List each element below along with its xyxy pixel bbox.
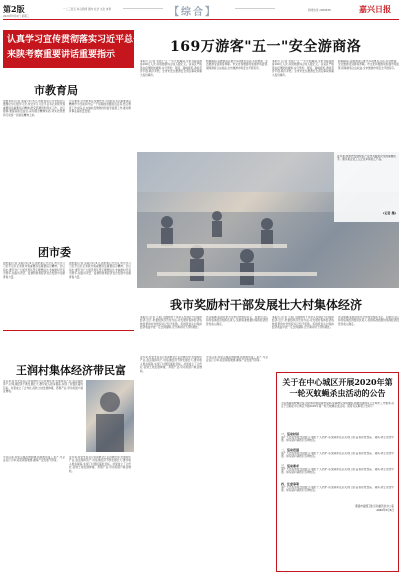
lead-text: 假期期间,各旅游景区推出多项惠民活动,乡村旅游、生态旅游受到游客青睐。市文化和旅游局加强市场监管,保障游客合法权益,全市旅游市场安全平稳有序。	[206, 60, 268, 70]
portrait-photo	[86, 380, 134, 452]
column-text: 近年来,村党支部书记带领群众立足资源优势,发展特色产业,盘活集体资产,村集体经济不断发展壮大,群众收入稳步提高,实现了村强民富的目标。村里成立了合作社,流转土地发展种植、养殖产业,带动贫困户就业增收。	[3, 380, 83, 394]
lead-text: 假期期间,各旅游景区推出多项惠民活动,乡村旅游、生态旅游受到游客青睐。市文化和旅游局加强市场监管,保障游客合法权益,全市旅游市场安全平稳有序。	[338, 60, 399, 70]
column-headline: 王润村集体经济带民富	[16, 364, 126, 377]
notice-intro: 为有效降低蚊蝇密度,预防和控制虫媒传染病,保障群众身体健康,根据创建国家卫生城市工作要求,决定于近期在中心城区开展2020年第一轮灭蚊蝇杀虫活动。现将有关事项公告如下:	[281, 402, 394, 409]
notice-text: 请广大市民积极支持配合,做好个人防护,杀虫期间注意关闭门窗,妥善存放食品、餐具,防止误食中毒。如有疑问请拨打咨询电话。	[281, 452, 394, 459]
person-image	[86, 380, 134, 452]
issue-date: 2020年5月6日 星期三	[3, 15, 30, 18]
photo-credit: (记者 摄)	[383, 211, 396, 215]
notice-title: 关于在中心城区开展2020年第一轮灭蚊蝇杀虫活动的公告	[282, 377, 393, 398]
column-text: 今年以来,村里克服疫情影响,积极组织复工复产,与企业签订订单,拓宽销售渠道,确保产业发展不停步。	[3, 456, 65, 463]
notice-box	[276, 372, 399, 572]
banner-line-1: 认真学习宣传贯彻落实习近平总书记	[7, 35, 152, 45]
story2-headline: 我市奖励村干部发展壮大村集体经济	[170, 298, 363, 312]
notice-signature: 商洛市爱国卫生运动委员会办公室	[355, 505, 394, 508]
rule-left	[123, 8, 163, 9]
contact-line: 新闻热线 2068838	[308, 9, 331, 12]
lead-text: 本报讯 (记者 吴晨) "五一"小长假期间,全市共接待游客169万人次,实现旅游综合收入数亿元。各景区严格落实疫情防控措施,实行预约、限流、错峰游览,游客量价平稳,秩序井然。全市未发生旅游安全责任事故和重大投诉事件。	[272, 60, 334, 77]
notice-item: 四、注意事项	[281, 482, 300, 486]
article-text: 今年以来,村里克服疫情影响,积极组织复工复产,与企业签订订单,拓宽销售渠道,确保产业发展不停步。	[206, 356, 268, 363]
lead-headline: 169万游客"五一"安全游商洛	[170, 39, 362, 55]
notice-text: 请广大市民积极支持配合,做好个人防护,杀虫期间注意关闭门窗,妥善存放食品、餐具,防止误食中毒。如有疑问请拨打咨询电话。	[281, 468, 394, 475]
article-text: 市教育局(记者 周锐) 5月5日,市教育局召开党组会议暨理论中心组学习会,传达学习习近平总书记来陕考察重要讲话重要指示精神,研究部署贯彻落实工作。会议强调,要提高政治站位,深刻领会精神实质,切实把思想和行动统一到讲话精神上来。	[3, 100, 65, 117]
section-title: 【综合】	[169, 7, 217, 18]
page-number: 第2版	[3, 4, 25, 14]
rule-right	[235, 8, 275, 9]
article-text: 团市委(记者 张颖) 5月4日,团市委召开会议,传达学习习近平总书记来陕考察重要讲话重要指示精神。会议指出,要引导广大团员青年坚定理想信念,争做新时代有为青年,在脱贫攻坚、疫情防控和经济社会发展中贡献青春力量。	[3, 262, 65, 279]
article-text: 会议要求,全市教育系统要把学习贯彻总书记重要讲话精神作为当前和今后一个时期的首要政治任务,结合教育工作实际,扎实做好疫情防控和复学复课工作,推动教育事业高质量发展。	[69, 100, 131, 114]
subhead-youth-league: 团市委	[38, 246, 71, 259]
nav-strip: 一二三四五 综合新闻 国内 社会 文化 体育	[63, 8, 112, 11]
story2-text: 办法明确,奖励对象为全市村党组织书记、村委会主任和村集体经济组织负责人,奖励标准根据村集体经济经营性收入确定。	[206, 316, 268, 326]
photo-caption: 近年来,我市把发展特色产业作为脱贫攻坚的重要抓手。图为某企业工人正在车间加工产品。	[337, 155, 396, 162]
notice-text: 请广大市民积极支持配合,做好个人防护,杀虫期间注意关闭门窗,妥善存放食品、餐具,防止误食中毒。如有疑问请拨打咨询电话。	[281, 486, 394, 493]
paper-logo: 嘉兴日报	[359, 4, 391, 14]
article-text: 近年来,村党支部书记带领群众立足资源优势,发展特色产业,盘活集体资产,村集体经济不断发展壮大,群众收入稳步提高,实现了村强民富的目标。村里成立了合作社,流转土地发展种植、养殖产业,带动贫困户就业增收。	[140, 356, 202, 373]
story2-text: 办法明确,奖励对象为全市村党组织书记、村委会主任和村集体经济组织负责人,奖励标准根据村集体经济经营性收入确定。	[338, 316, 399, 326]
section-rule	[3, 330, 134, 331]
story2-text: 本报讯 (记者 王莉) 为鼓励村干部带头发展壮大村集体经济,近日,市委组织部出台办法,对发展村集体经济成效显著的村党组织书记给予奖励。奖励资金从村集体经济收益中按一定比例提取,充分调动村干部积极性。	[140, 316, 202, 330]
subhead-education-bureau: 市教育局	[34, 84, 78, 97]
photo-caption-box	[334, 152, 399, 222]
banner-line-2: 来陕考察重要讲话重要指示	[7, 50, 116, 60]
column-text: 近年来,村党支部书记带领群众立足资源优势,发展特色产业,盘活集体资产,村集体经济不断发展壮大,群众收入稳步提高,实现了村强民富的目标。村里成立了合作社,流转土地发展种植、养殖产业,带动贫困户就业增收。	[69, 456, 131, 473]
notice-item: 三、活动要求	[281, 464, 300, 468]
notice-date: 2020年5月6日	[376, 509, 394, 512]
notice-item: 一、活动时间	[281, 432, 300, 436]
notice-item: 二、活动范围	[281, 448, 300, 452]
story2-text: 本报讯 (记者 王莉) 为鼓励村干部带头发展壮大村集体经济,近日,市委组织部出台办法,对发展村集体经济成效显著的村党组织书记给予奖励。奖励资金从村集体经济收益中按一定比例提取,充分调动村干部积极性。	[272, 316, 334, 330]
lead-text: 本报讯 (记者 吴晨) "五一"小长假期间,全市共接待游客169万人次,实现旅游综合收入数亿元。各景区严格落实疫情防控措施,实行预约、限流、错峰游览,游客量价平稳,秩序井然。全市未发生旅游安全责任事故和重大投诉事件。	[140, 60, 202, 77]
notice-text: 请广大市民积极支持配合,做好个人防护,杀虫期间注意关闭门窗,妥善存放食品、餐具,防止误食中毒。如有疑问请拨打咨询电话。	[281, 436, 394, 443]
masthead	[3, 3, 399, 20]
article-text: 团市委(记者 张颖) 5月4日,团市委召开会议,传达学习习近平总书记来陕考察重要讲话重要指示精神。会议指出,要引导广大团员青年坚定理想信念,争做新时代有为青年,在脱贫攻坚、疫情防控和经济社会发展中贡献青春力量。	[69, 262, 131, 279]
banner	[3, 30, 152, 68]
